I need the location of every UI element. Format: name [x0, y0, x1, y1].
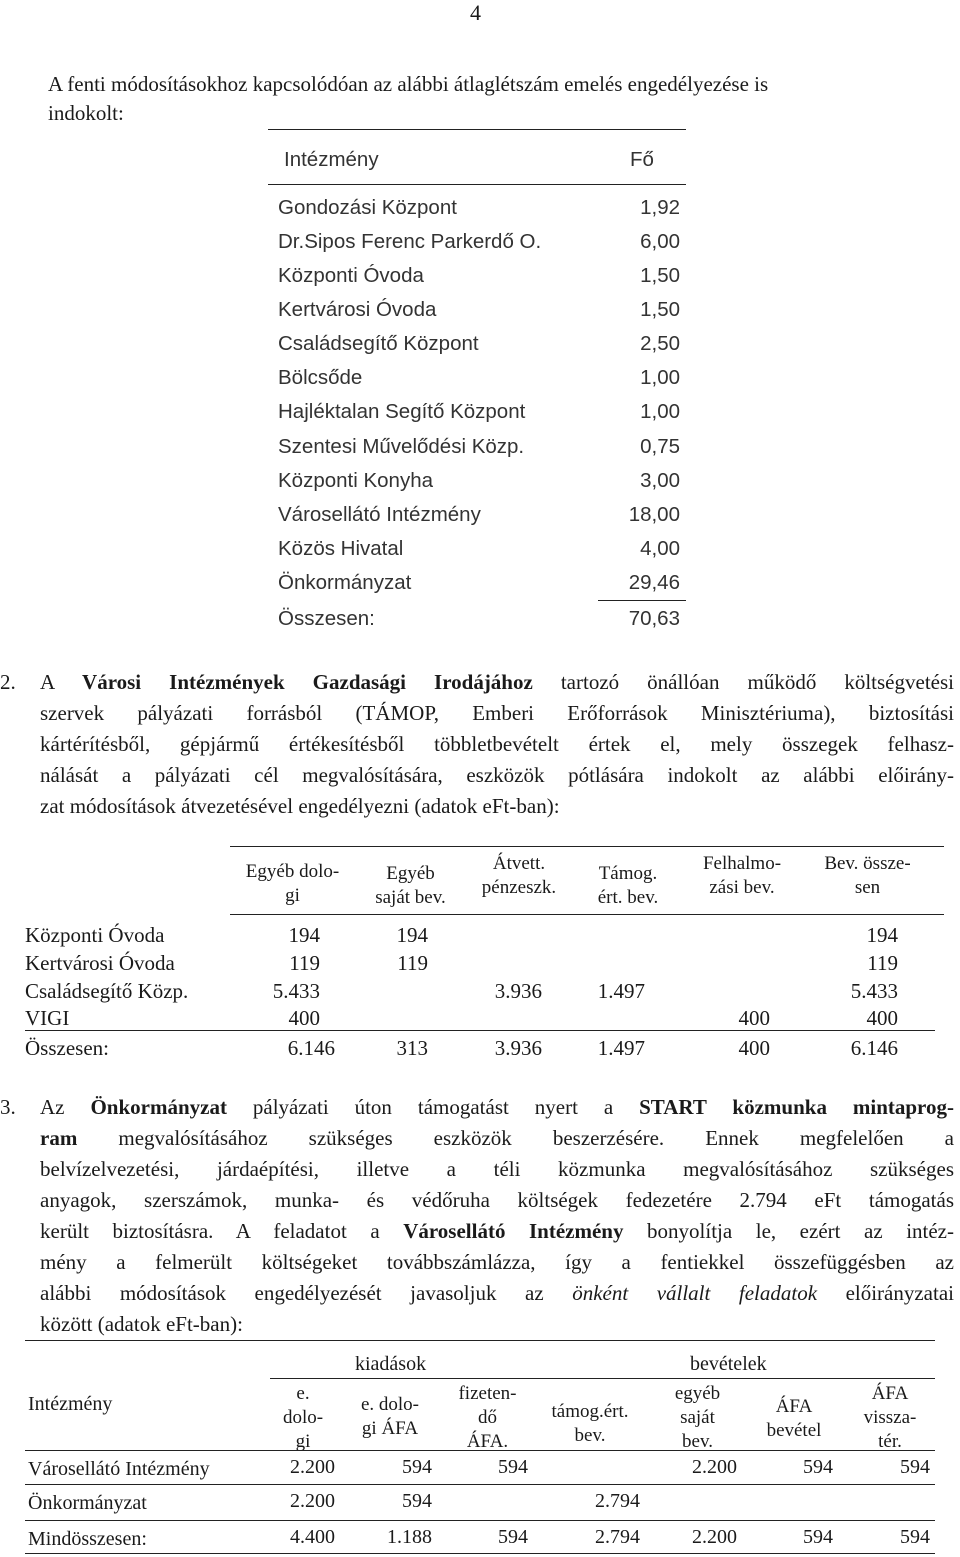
table-cell: 1.497	[597, 1036, 645, 1060]
row-name: Önkormányzat	[278, 571, 412, 594]
paragraph-line: került biztosításra. A feladatot a Városellátó Intézmény bonyolítja le, ezért az intéz-	[40, 1219, 954, 1243]
table-row-name: Családsegítő Közp.	[25, 979, 189, 1003]
section-number: 2.	[0, 670, 16, 694]
column-header: Felhalmo- zási bev.	[702, 853, 782, 898]
row-name: Gondozási Központ	[278, 196, 457, 219]
paragraph-line: A Városi Intézmények Gazdasági Irodájához tartozó önállóan működő költségvetési	[40, 670, 954, 694]
table-rule	[25, 1340, 935, 1341]
row-value: 6,00	[640, 230, 680, 253]
table-row-name: VIGI	[25, 1006, 70, 1030]
table-row-name: Önkormányzat	[28, 1492, 147, 1514]
table-rule	[230, 914, 944, 915]
table-rule	[268, 129, 686, 130]
row-name: Városellátó Intézmény	[278, 503, 481, 526]
column-header: Átvett. pénzeszk.	[481, 853, 557, 898]
table-cell: 313	[396, 1036, 428, 1060]
table-cell: 2.200	[692, 1526, 737, 1548]
table-cell: 2.794	[595, 1490, 640, 1512]
row-value: 1,92	[640, 196, 680, 219]
intro-line-2: indokolt:	[48, 101, 124, 125]
paragraph-line: alábbi módosítások engedélyezését javasoljuk az önként vállalt feladatok előirányzatai	[40, 1281, 954, 1305]
table-cell: 2.200	[290, 1456, 335, 1478]
paragraph-line: kártérítésből, gépjármű értékesítésből többletbevételt értek el, mely összegek felhasz-	[40, 732, 954, 756]
table-rule	[268, 184, 686, 185]
row-value: 1,50	[640, 264, 680, 287]
table-rule	[230, 846, 944, 847]
table-cell: 594	[803, 1456, 833, 1478]
row-value: 2,50	[640, 332, 680, 355]
table-cell: 400	[288, 1006, 320, 1030]
total-value: 70,63	[628, 607, 680, 630]
table-cell: 594	[402, 1490, 432, 1512]
table-cell: 400	[866, 1006, 898, 1030]
row-value: 4,00	[640, 537, 680, 560]
table-rule	[25, 1520, 935, 1521]
column-header-institution: Intézmény	[284, 148, 379, 171]
table-total-name: Összesen:	[25, 1036, 109, 1060]
table-cell: 194	[288, 923, 320, 947]
paragraph-line: belvízelvezetési, járdaépítési, illetve a téli közmunka megvalósításához szükséges	[40, 1157, 954, 1181]
table-cell: 2.200	[290, 1490, 335, 1512]
row-name: Családsegítő Központ	[278, 332, 479, 355]
row-value: 18,00	[628, 503, 680, 526]
row-value: 3,00	[640, 469, 680, 492]
paragraph-line: mény a felmerült költségeket továbbszámlázza, így a fentiekkel összefüggésben az	[40, 1250, 954, 1274]
column-header: Egyéb saját bev.	[375, 863, 446, 908]
column-header: ÁFA bevétel	[766, 1396, 822, 1441]
table-row-name: Városellátó Intézmény	[28, 1458, 210, 1480]
table-cell: 400	[738, 1006, 770, 1030]
row-name: Közös Hivatal	[278, 537, 404, 560]
table-cell: 119	[867, 951, 898, 975]
column-header: e. dolo- gi ÁFA	[360, 1394, 420, 1439]
paragraph-line: szervek pályázati forrásból (TÁMOP, Emberi Erőforrások Minisztériuma), biztosítási	[40, 701, 954, 725]
column-header: fizeten- dő ÁFA.	[458, 1383, 517, 1452]
paragraph-line: anyagok, szerszámok, munka- és védőruha költségek fedezetére 2.794 eFt támogatás	[40, 1188, 954, 1212]
table-cell: 3.936	[494, 979, 542, 1003]
table-rule	[25, 1484, 935, 1485]
paragraph-line: között (adatok eFt-ban):	[40, 1312, 243, 1336]
table-cell: 194	[396, 923, 428, 947]
table-rule	[270, 1378, 935, 1379]
row-name: Szentesi Művelődési Közp.	[278, 435, 525, 458]
paragraph-line: zat módosítások átvezetésével engedélyezni (adatok eFt-ban):	[40, 794, 560, 818]
column-header: Egyéb dolo- gi	[245, 861, 340, 906]
column-header: Bev. össze- sen	[824, 853, 911, 898]
row-name: Kertvárosi Óvoda	[278, 298, 437, 321]
table-cell: 594	[402, 1456, 432, 1478]
row-value: 29,46	[628, 571, 680, 594]
table-rule	[25, 1450, 935, 1451]
row-name: Központi Óvoda	[278, 264, 424, 287]
table-cell: 4.400	[290, 1526, 335, 1548]
table-cell: 194	[866, 923, 898, 947]
table-cell: 594	[498, 1456, 528, 1478]
row-name: Dr.Sipos Ferenc Parkerdő O.	[278, 230, 542, 253]
page-number: 4	[470, 0, 481, 25]
total-label: Összesen:	[278, 607, 375, 630]
section-number: 3.	[0, 1095, 16, 1119]
paragraph-line: Az Önkormányzat pályázati úton támogatást nyert a START közmunka mintaprog-	[40, 1095, 954, 1119]
table-rule	[25, 1553, 935, 1554]
column-header: támog.ért. bev.	[551, 1401, 629, 1446]
table-rule	[25, 1030, 935, 1031]
table-cell: 5.433	[850, 979, 898, 1003]
group-header-revenues: bevételek	[690, 1353, 767, 1375]
row-value: 1,00	[640, 366, 680, 389]
table-cell: 6.146	[287, 1036, 335, 1060]
table-total-name: Mindösszesen:	[28, 1528, 147, 1550]
row-value: 1,00	[640, 400, 680, 423]
table-cell: 1.188	[387, 1526, 432, 1548]
table-cell: 119	[289, 951, 320, 975]
row-name: Központi Konyha	[278, 469, 434, 492]
group-header-expenses: kiadások	[355, 1353, 427, 1375]
table-cell: 594	[900, 1456, 930, 1478]
row-name: Bölcsőde	[278, 366, 363, 389]
sum-rule	[598, 600, 686, 601]
paragraph-line: ram megvalósításához szükséges eszközök beszerzésére. Ennek megfelelően a	[40, 1126, 954, 1150]
table-cell: 6.146	[850, 1036, 898, 1060]
table-row-name: Kertvárosi Óvoda	[25, 951, 175, 975]
table-cell: 3.936	[494, 1036, 542, 1060]
table-cell: 594	[803, 1526, 833, 1548]
intro-line-1: A fenti módosításokhoz kapcsolódóan az alábbi átlaglétszám emelés engedélyezése is	[48, 72, 769, 96]
paragraph-line: nálását a pályázati cél megvalósítására, eszközök pótlására indokolt az alábbi előirány-	[40, 763, 954, 787]
row-value: 0,75	[640, 435, 680, 458]
table-cell: 2.794	[595, 1526, 640, 1548]
row-name: Hajléktalan Segítő Központ	[278, 400, 526, 423]
table-cell: 1.497	[597, 979, 645, 1003]
table-cell: 5.433	[272, 979, 320, 1003]
table-row-name: Központi Óvoda	[25, 923, 165, 947]
column-header-count: Fő	[630, 148, 654, 171]
column-header-institution: Intézmény	[28, 1393, 113, 1415]
table-cell: 119	[397, 951, 428, 975]
table-cell: 400	[738, 1036, 770, 1060]
column-header: e. dolo- gi	[282, 1383, 324, 1452]
column-header: egyéb saját bev.	[674, 1383, 721, 1452]
column-header: Támog. ért. bev.	[597, 863, 659, 908]
table-cell: 594	[900, 1526, 930, 1548]
table-cell: 2.200	[692, 1456, 737, 1478]
table-cell: 594	[498, 1526, 528, 1548]
column-header: ÁFA vissza- tér.	[863, 1383, 917, 1452]
row-value: 1,50	[640, 298, 680, 321]
